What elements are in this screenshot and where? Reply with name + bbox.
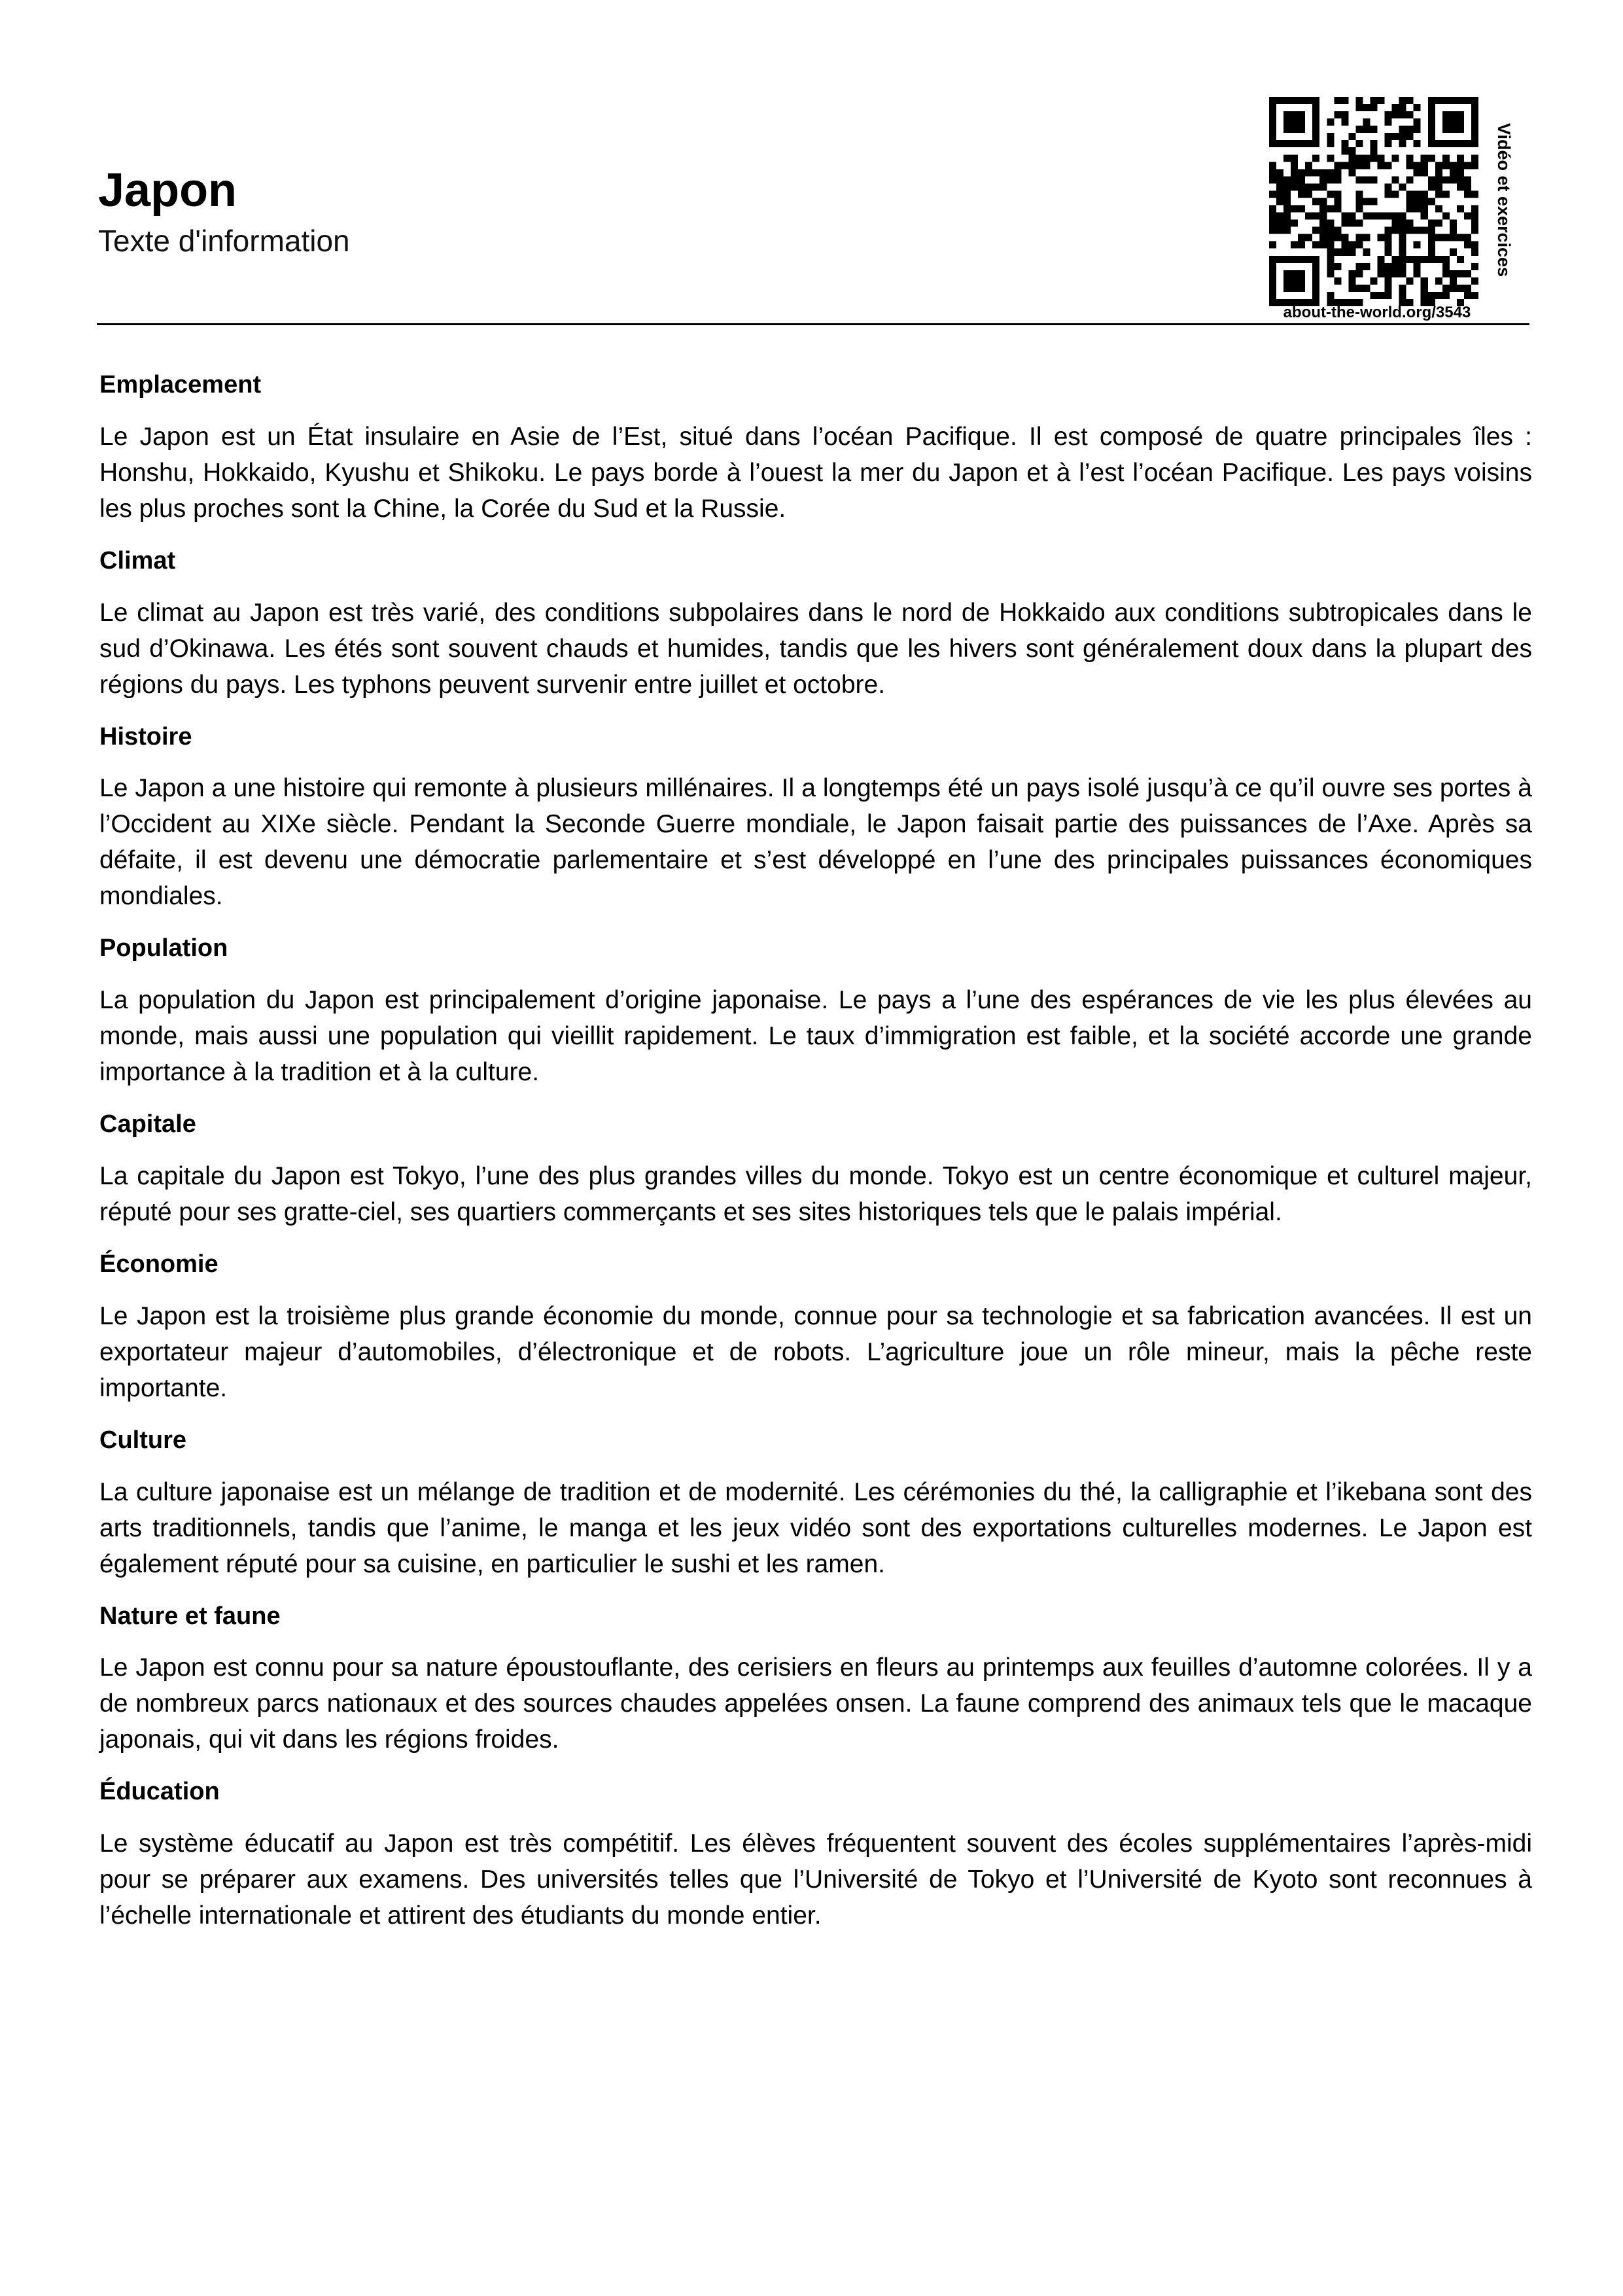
- article-body: [99, 372, 1532, 1954]
- section-text: Le Japon est la troisième plus grande économie du monde, connue pour sa technologie et sa fabrication avancées. Il est un exportateur majeur d’automobiles, d’électronique et de robots. L’agriculture joue un rôle mineur, mais la pêche reste importante.: [99, 1301, 1532, 1402]
- video-exercises-label: [1492, 123, 1515, 300]
- section-text: La population du Japon est principalement d’origine japonaise. Le pays a l’une des espérances de vie les plus élevées au monde, mais aussi une population qui vieillit rapidement. Le taux d’immigration est faible, et la société accorde une grande importance à la tradition et à la culture.: [99, 986, 1532, 1087]
- section-heading: Capitale: [99, 1110, 196, 1139]
- section-culture: [99, 1427, 1532, 1582]
- qr-url-link[interactable]: about-the-world.org/3543: [1283, 304, 1471, 321]
- section-economie: [99, 1251, 1532, 1406]
- section-heading: Éducation: [99, 1778, 220, 1806]
- page-title: Japon: [98, 164, 237, 217]
- section-heading: Nature et faune: [99, 1602, 281, 1630]
- section-emplacement: [99, 372, 1532, 527]
- page-subtitle: Texte d'information: [98, 224, 350, 258]
- section-heading: Culture: [99, 1426, 186, 1454]
- qr-code-icon[interactable]: [1269, 97, 1478, 306]
- section-population: [99, 935, 1532, 1090]
- section-text: La capitale du Japon est Tokyo, l’une des plus grandes villes du monde. Tokyo est un centre économique et culturel majeur, réputé pour ses gratte-ciel, ses quartiers commerçants et ses sites historiques tels que le palais impérial.: [99, 1161, 1532, 1226]
- section-heading: Histoire: [99, 722, 192, 751]
- video-exercises-text: Vidéo et exercices: [1494, 123, 1514, 277]
- section-text: Le système éducatif au Japon est très compétitif. Les élèves fréquentent souvent des écoles supplémentaires l’après-midi pour se préparer aux examens. Des universités telles que l’Université de Tokyo et l’Université de Kyoto sont reconnues à l’échelle internationale et attirent des étudiants du monde entier.: [99, 1829, 1532, 1930]
- section-nature-faune: [99, 1603, 1532, 1758]
- section-heading: Climat: [99, 546, 176, 574]
- section-capitale: [99, 1111, 1532, 1230]
- section-text: La culture japonaise est un mélange de tradition et de modernité. Les cérémonies du thé, la calligraphie et l’ikebana sont des arts traditionnels, tandis que l’anime, le manga et les jeux vidéo sont des exportations culturelles modernes. Le Japon est également réputé pour sa cuisine, en particulier le sushi et les ramen.: [99, 1477, 1532, 1578]
- section-text: Le Japon a une histoire qui remonte à plusieurs millénaires. Il a longtemps été un pays isolé jusqu’à ce qu’il ouvre ses portes à l’Occident au XIXe siècle. Pendant la Seconde Guerre mondiale, le Japon faisait partie des puissances de l’Axe. Après sa défaite, il est devenu une démocratie parlementaire et s’est développé en l’une des principales puissances économiques mondiales.: [99, 774, 1532, 911]
- section-text: Le Japon est connu pour sa nature époustouflante, des cerisiers en fleurs au printemps aux feuilles d’automne colorées. Il y a de nombreux parcs nationaux et des sources chaudes appelées onsen. La faune comprend des animaux tels que le macaque japonais, qui vit dans les régions froides.: [99, 1653, 1532, 1754]
- section-heading: Économie: [99, 1250, 218, 1278]
- section-histoire: [99, 724, 1532, 915]
- section-climat: [99, 548, 1532, 703]
- section-text: Le Japon est un État insulaire en Asie de l’Est, situé dans l’océan Pacifique. Il est composé de quatre principales îles : Honshu, Hokkaido, Kyushu et Shikoku. Le pays borde à l’ouest la mer du Japon et à l’est l’océan Pacifique. Les pays voisins les plus proches sont la Chine, la Corée du Sud et la Russie.: [99, 422, 1532, 523]
- section-heading: Population: [99, 934, 228, 963]
- section-heading: Emplacement: [99, 371, 262, 398]
- header-divider: [97, 323, 1529, 325]
- section-text: Le climat au Japon est très varié, des conditions subpolaires dans le nord de Hokkaido aux conditions subtropicales dans le sud d’Okinawa. Les étés sont souvent chauds et humides, tandis que les hivers sont généralement doux dans la plupart des régions du pays. Les typhons peuvent survenir entre juillet et octobre.: [99, 598, 1532, 699]
- section-education: [99, 1778, 1532, 1934]
